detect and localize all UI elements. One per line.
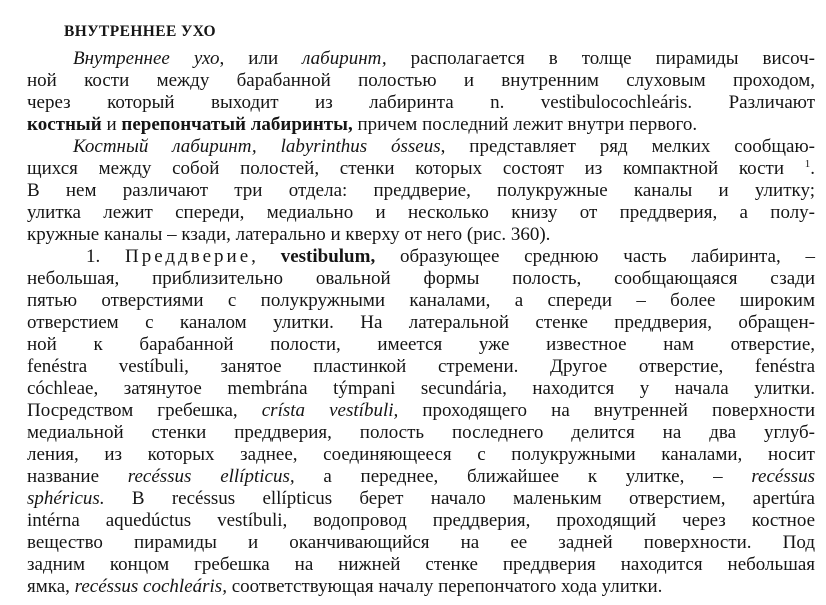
- text-segment: название: [27, 466, 128, 487]
- text-line: [27, 510, 815, 532]
- text-segment: пятью отверстиями с полукружными каналами, а спереди – более широким: [27, 290, 815, 311]
- text-segment: щихся между собой полостей, стенки которых состоят из компактной кости: [27, 158, 805, 179]
- text-segment: В нем различают три отдела: преддверие, полукружные каналы и улитку;: [27, 180, 815, 201]
- text-line: [27, 356, 815, 378]
- text-segment: кружные каналы – кзади, латерально и кверху от него (рис. 360).: [27, 224, 551, 245]
- text-segment: отверстием с каналом улитки. На латеральной стенке преддверия, обращен-: [27, 312, 815, 333]
- text-segment: проходящего на внутренней поверхности: [398, 400, 815, 421]
- text-segment: cóchleae, затянутое membrána týmpani secundária, находится у начала улитки.: [27, 378, 815, 399]
- text-line: [27, 334, 815, 356]
- text-segment: ямка,: [27, 576, 75, 597]
- text-segment: а переднее, ближайшее к улитке, –: [294, 466, 752, 487]
- text-line: [27, 180, 815, 202]
- text-segment: и: [101, 114, 122, 135]
- text-line: [27, 224, 815, 246]
- text-segment: , или: [219, 48, 303, 69]
- text-segment: Преддверие: [125, 246, 252, 267]
- text-segment: , представляет ряд мелких сообщаю-: [440, 136, 815, 157]
- text-segment: располагается в толще пирамиды височ-: [386, 48, 815, 69]
- text-segment: лабиринт,: [302, 48, 387, 69]
- text-line: [27, 488, 815, 510]
- text-segment: причем последний лежит внутри первого.: [352, 114, 698, 135]
- text-segment: recéssus cochleáris,: [74, 576, 227, 597]
- text-segment: ,: [251, 246, 281, 267]
- footnote-marker: 1: [804, 158, 811, 170]
- text-line: [86, 246, 815, 268]
- text-segment: crísta vestíbuli,: [261, 400, 399, 421]
- text-segment: медиальной стенки преддверия, полость последнего делится на два углуб-: [27, 422, 815, 443]
- text-line: [27, 378, 815, 400]
- text-line: [27, 268, 815, 290]
- text-line: [27, 202, 815, 224]
- text-line: [27, 466, 815, 488]
- text-segment: улитка лежит спереди, медиально и несколько книзу от преддверия, а полу-: [27, 202, 815, 223]
- text-line: [73, 48, 815, 70]
- text-segment: sphéricus.: [27, 488, 105, 509]
- text-segment: перепончатый лабиринты,: [121, 114, 353, 135]
- text-segment: Костный лабиринт, labyrinthus ósseus: [73, 136, 441, 157]
- text-segment: ления, из которых заднее, соединяющееся с полукружными каналами, носит: [27, 444, 815, 465]
- text-line: [27, 290, 815, 312]
- text-segment: vestibulum,: [280, 246, 376, 267]
- text-segment: ной к барабанной полости, имеется уже известное нам отверстие,: [27, 334, 815, 355]
- text-line: [27, 158, 815, 180]
- text-line: [27, 114, 815, 136]
- text-segment: fenéstra vestíbuli, занятое пластинкой стремени. Другое отверстие, fenéstra: [27, 356, 815, 377]
- text-segment: через который выходит из лабиринта n. vestibulocochleáris. Различают: [27, 92, 815, 113]
- text-segment: образующее среднюю часть лабиринта, –: [375, 246, 816, 267]
- text-segment: ной кости между барабанной полостью и внутренним слуховым проходом,: [27, 70, 815, 91]
- text-line: [27, 422, 815, 444]
- text-segment: соответствующая началу перепончатого хода улитки.: [226, 576, 663, 597]
- text-segment: костный: [27, 114, 102, 135]
- text-line: [27, 532, 815, 554]
- text-segment: вещество пирамиды и оканчивающийся на ее задней поверхности. Под: [27, 532, 815, 553]
- text-line: [27, 70, 815, 92]
- text-segment: intérna aquedúctus vestíbuli, водопровод преддверия, проходящий через костное: [27, 510, 815, 531]
- text-line: [73, 136, 815, 158]
- text-line: [27, 92, 815, 114]
- text-line: [27, 312, 815, 334]
- text-line: [27, 400, 815, 422]
- text-segment: Внутреннее ухо: [73, 48, 220, 69]
- text-line: [27, 554, 815, 576]
- text-segment: небольшая, приблизительно овальной формы полость, сообщающаяся сзади: [27, 268, 815, 289]
- section-heading: ВНУТРЕННЕЕ УХО: [64, 23, 217, 40]
- text-segment: задним концом гребешка на нижней стенке преддверия находится небольшая: [27, 554, 815, 575]
- text-segment: .: [810, 158, 815, 179]
- text-segment: Посредством гребешка,: [27, 400, 262, 421]
- text-line: [27, 444, 815, 466]
- text-line: [27, 576, 815, 598]
- text-segment: recéssus ellípticus,: [127, 466, 295, 487]
- text-segment: 1.: [86, 246, 126, 267]
- text-segment: В recéssus ellípticus берет начало маленьким отверстием, apertúra: [104, 488, 815, 509]
- text-segment: recéssus: [751, 466, 816, 487]
